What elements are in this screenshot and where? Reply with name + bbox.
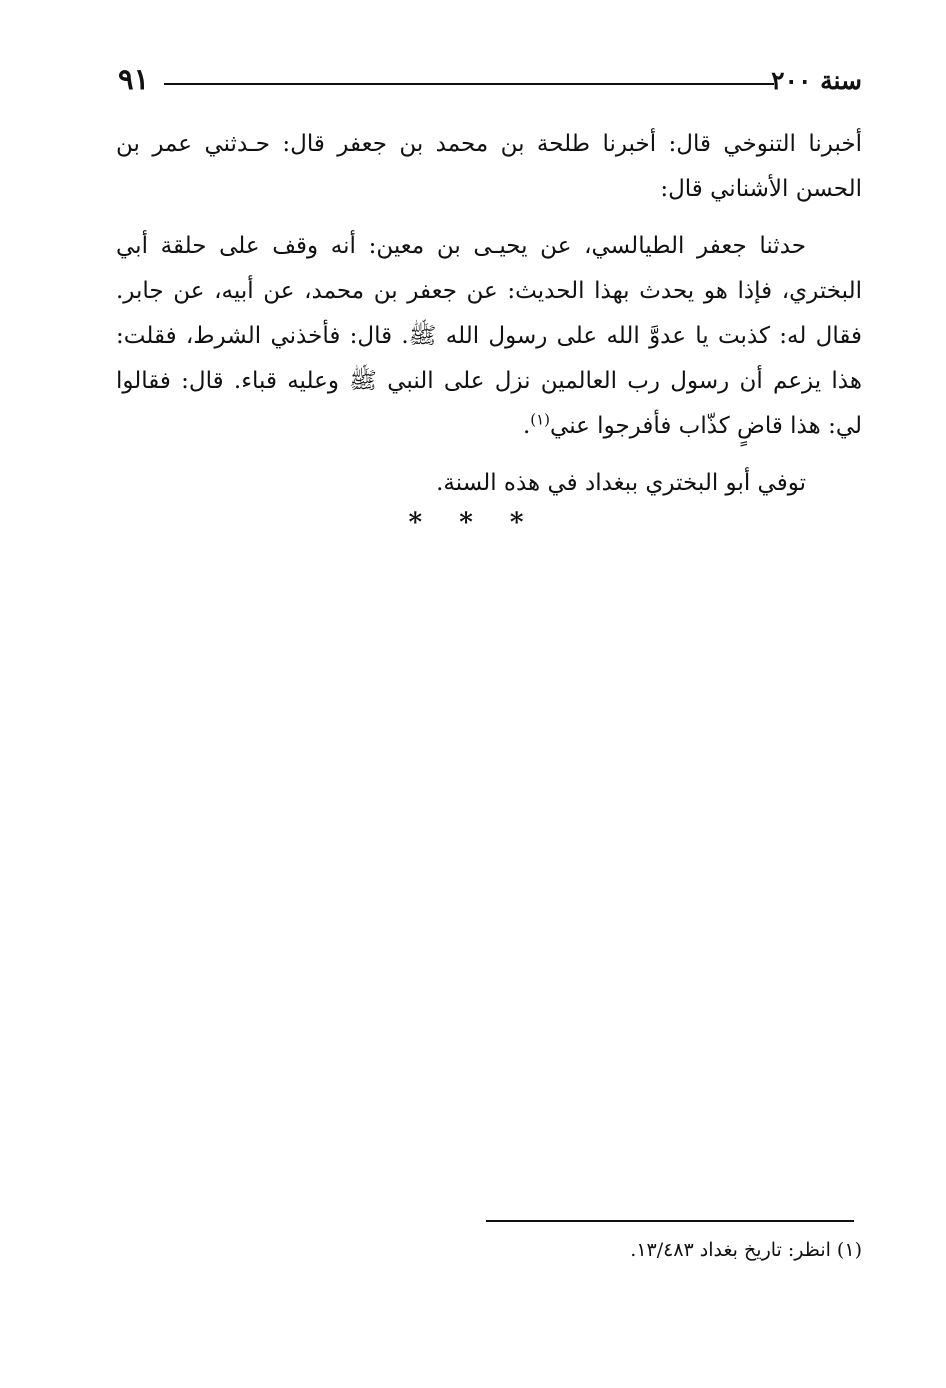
footnote: (١) انظر: تاريخ بغداد ١٣/٤٨٣.	[630, 1239, 862, 1261]
footnote-rule	[486, 1220, 854, 1222]
year-label: سنة ٢٠٠	[771, 66, 862, 95]
running-header	[118, 62, 862, 102]
narration-end: .	[522, 413, 531, 439]
header-rule	[164, 83, 774, 85]
section-separator: * * *	[408, 508, 538, 538]
death-note-paragraph: توفي أبو البختري ببغداد في هذه السنة.	[436, 470, 806, 496]
isnad-paragraph: أخبرنا التنوخي قال: أخبرنا طلحة بن محمد بن جعفر قال: حـدثني عمر بن الحسن الأشناني قال:	[116, 131, 862, 202]
narration-text: حدثنا جعفر الطيالسي، عن يحيـى بن معين: أنه وقف على حلقة أبي البختري، فإذا هو يحدث بهذا الحديث: عن جعفر بن محمد، عن أبيه، عن جابر. فقال له: كذبت يا عدوَّ الله على رسول الله ﷺ. قال: فأخذني الشرط، فقلت: هذا يزعم أن رسول رب العالمين نزل على النبي ﷺ وعليه قباء. قال: فقالوا لي: هذا قاضٍ كذّاب فأفرجوا عني	[116, 233, 862, 439]
footnote-reference: (١)	[530, 410, 551, 429]
page-number: ٩١	[118, 62, 150, 96]
narration-paragraph	[116, 224, 862, 449]
main-text	[116, 122, 862, 506]
